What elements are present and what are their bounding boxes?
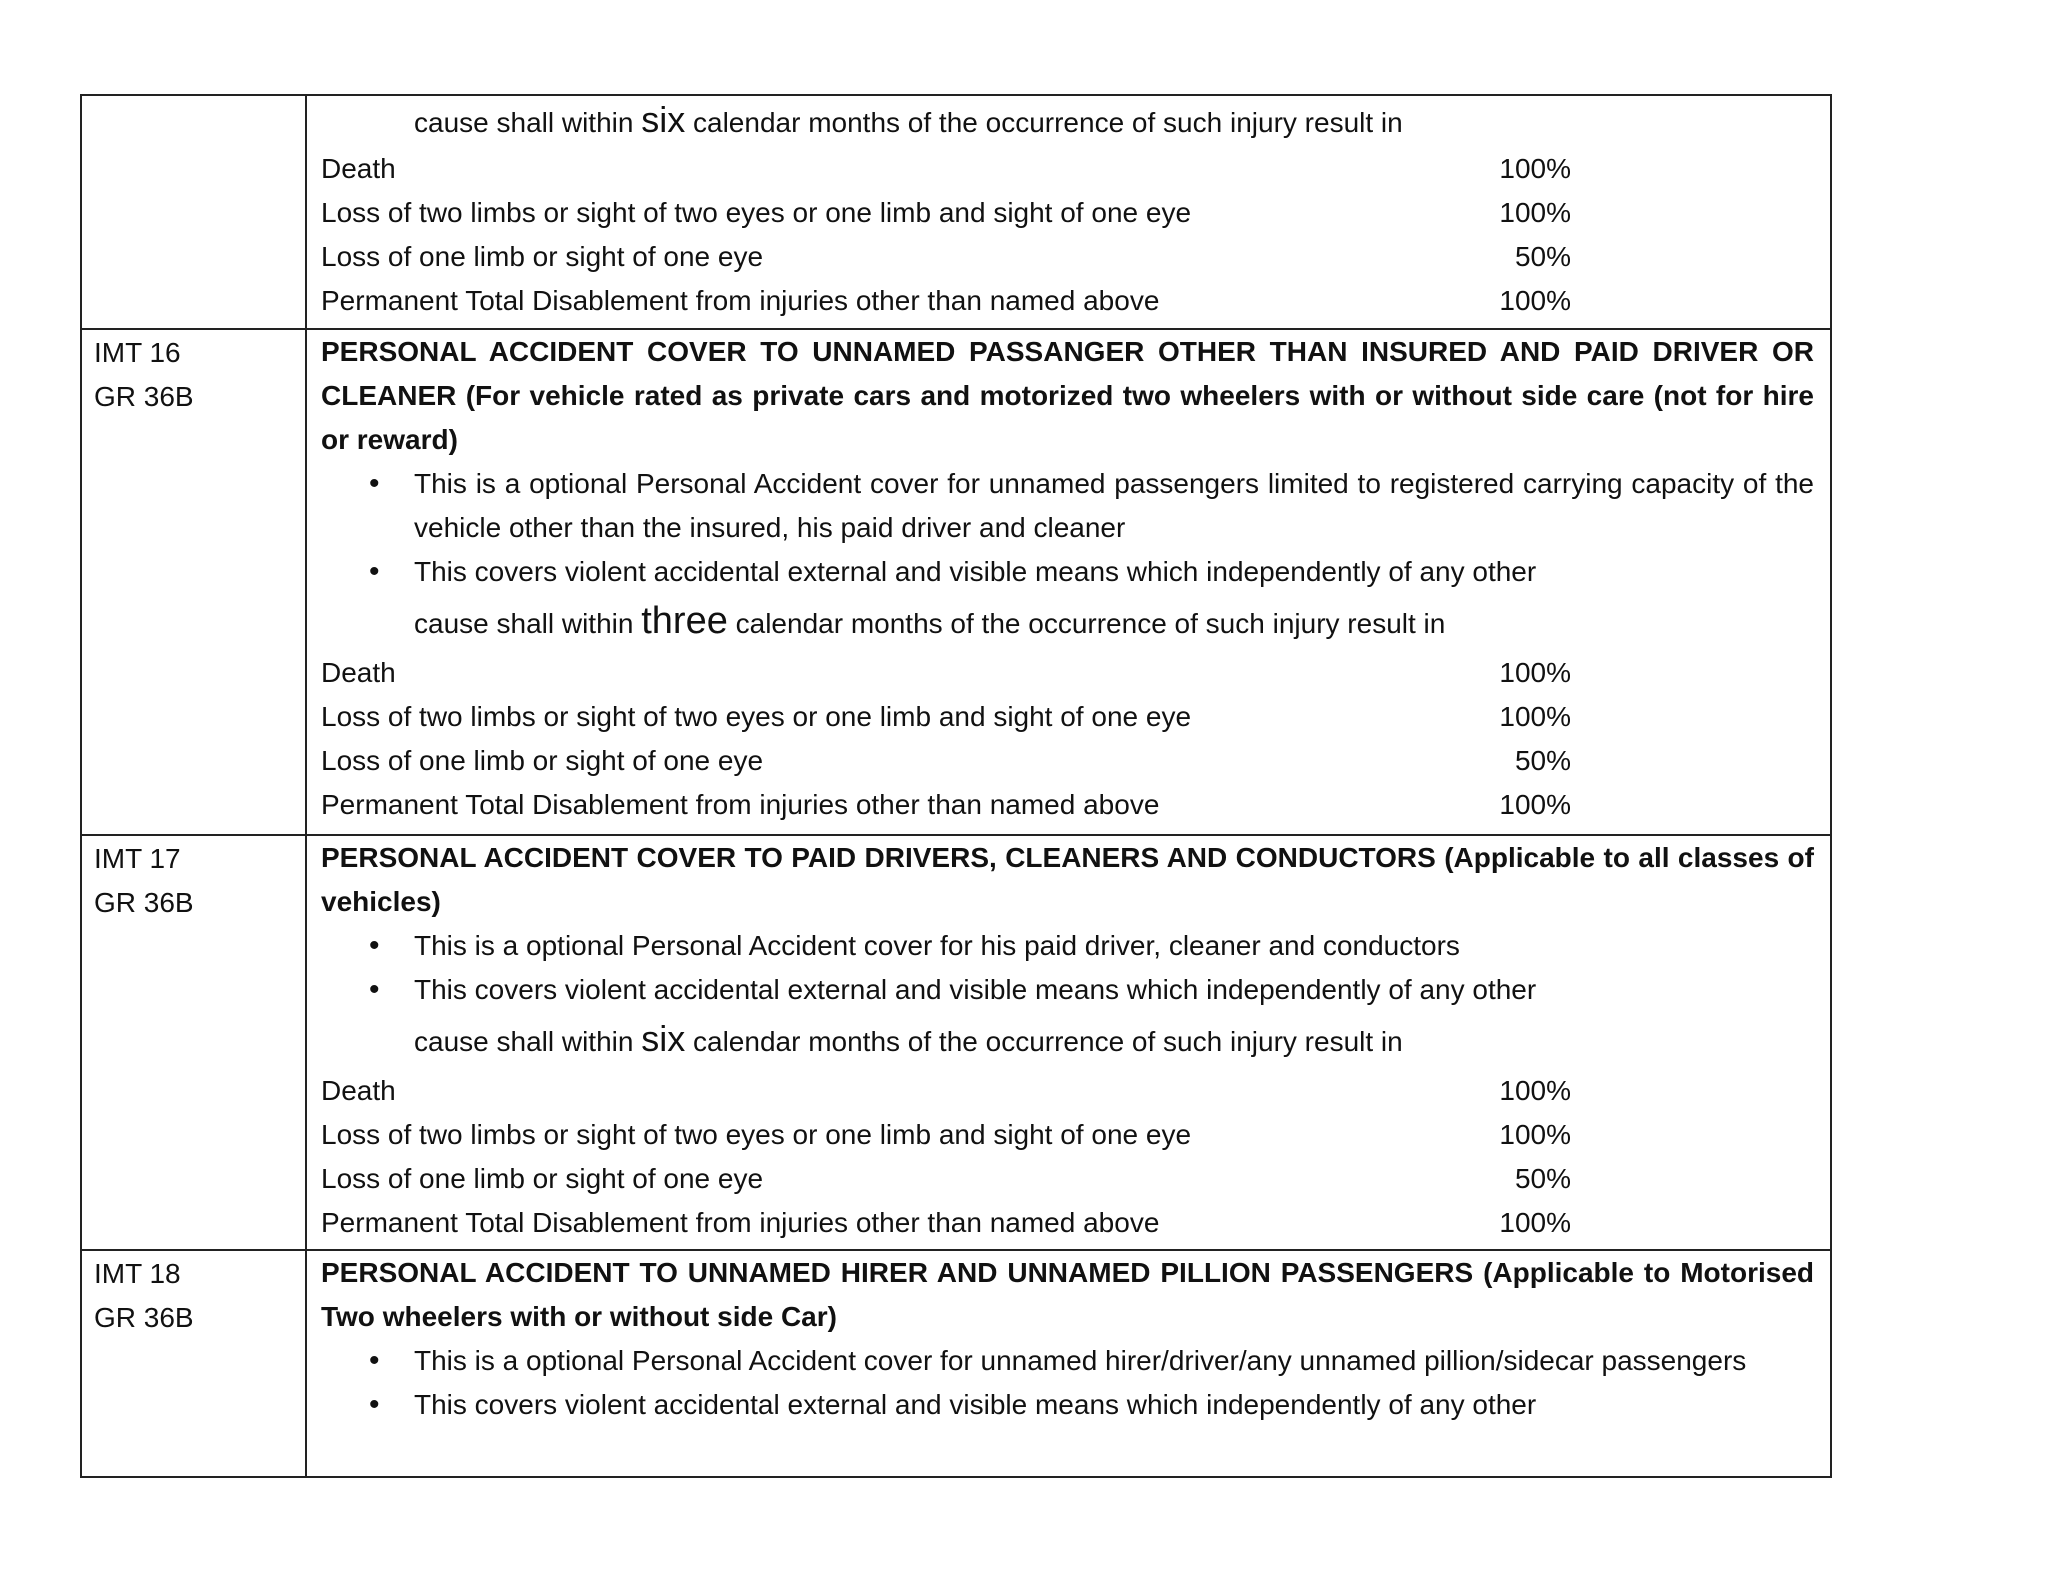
bullet-item: • This is a optional Personal Accident cover for unnamed hirer/driver/any unnamed pillion/sidecar passengers bbox=[321, 1339, 1814, 1383]
benefit-row bbox=[321, 1113, 1814, 1157]
benefit-percentage: 100% bbox=[1499, 1119, 1571, 1151]
benefit-percentage: 100% bbox=[1499, 788, 1571, 820]
benefit-percentage: 50% bbox=[1514, 744, 1571, 776]
benefit-label: Permanent Total Disablement from injuries other than named above bbox=[321, 285, 1160, 316]
imt-code: IMT 17 bbox=[94, 843, 181, 875]
injury-period-line bbox=[321, 594, 1814, 651]
benefit-row bbox=[321, 279, 1814, 323]
benefit-label: Loss of two limbs or sight of two eyes or one limb and sight of one eye bbox=[321, 700, 1192, 732]
bullet-item: • This is a optional Personal Accident cover for unnamed passengers limited to registered carrying capacity of the vehicle other than the insured, his paid driver and cleaner bbox=[321, 462, 1814, 550]
bullet-item: • This covers violent accidental external and visible means which independently of any other bbox=[321, 968, 1814, 1012]
benefit-percentage: 100% bbox=[1499, 656, 1571, 688]
description-cell bbox=[306, 95, 1831, 329]
period-text-before: cause shall within bbox=[414, 607, 642, 639]
benefit-row bbox=[321, 695, 1814, 739]
cover-heading: PERSONAL ACCIDENT TO UNNAMED HIRER AND UNNAMED PILLION PASSENGERS (Applicable to Motorised Two wheelers with or without side Car) bbox=[321, 1257, 1814, 1333]
bullet-list bbox=[321, 462, 1814, 594]
bullet-item: • This is a optional Personal Accident cover for his paid driver, cleaner and conductors bbox=[321, 924, 1814, 968]
benefit-percentage: 50% bbox=[1514, 1163, 1571, 1195]
benefit-percentage: 50% bbox=[1514, 241, 1571, 272]
gr-code: GR 36B bbox=[94, 887, 194, 919]
cover-heading: PERSONAL ACCIDENT COVER TO PAID DRIVERS, CLEANERS AND CONDUCTORS (Applicable to all classes of vehicles) bbox=[321, 842, 1814, 918]
benefit-row bbox=[321, 651, 1814, 695]
description-cell bbox=[306, 329, 1831, 836]
table-row bbox=[81, 329, 1831, 836]
bullet-item: • This covers violent accidental external and visible means which independently of any other bbox=[321, 550, 1814, 594]
benefit-label: Loss of one limb or sight of one eye bbox=[321, 241, 764, 272]
period-text-before: cause shall within bbox=[414, 1026, 642, 1058]
period-emphasis: six bbox=[641, 99, 686, 140]
benefit-label: Loss of one limb or sight of one eye bbox=[321, 1163, 764, 1195]
code-cell bbox=[81, 1250, 306, 1477]
benefit-row bbox=[321, 1201, 1814, 1245]
benefit-percentage: 100% bbox=[1499, 700, 1571, 732]
benefit-label: Permanent Total Disablement from injuries other than named above bbox=[321, 788, 1160, 820]
imt-code: IMT 16 bbox=[94, 336, 181, 368]
bullet-item: • This covers violent accidental external and visible means which independently of any other bbox=[321, 1383, 1814, 1427]
bullet-list bbox=[321, 924, 1814, 1012]
period-emphasis: three bbox=[641, 599, 728, 642]
benefit-row bbox=[321, 783, 1814, 827]
bullet-list bbox=[321, 1339, 1814, 1427]
injury-period-line bbox=[321, 96, 1814, 147]
benefit-label: Loss of two limbs or sight of two eyes or one limb and sight of one eye bbox=[321, 1119, 1192, 1151]
period-text-after: calendar months of the occurrence of such injury result in bbox=[685, 1026, 1403, 1058]
period-emphasis: six bbox=[641, 1018, 686, 1060]
imt-code: IMT 18 bbox=[94, 1258, 181, 1290]
code-cell bbox=[81, 95, 306, 329]
period-text-before: cause shall within bbox=[414, 107, 642, 138]
injury-period-line bbox=[321, 1012, 1814, 1069]
benefit-row bbox=[321, 1157, 1814, 1201]
benefit-row bbox=[321, 739, 1814, 783]
benefit-label: Death bbox=[321, 1075, 396, 1107]
description-cell bbox=[306, 1250, 1831, 1477]
benefit-row bbox=[321, 147, 1814, 191]
period-text-after: calendar months of the occurrence of such injury result in bbox=[727, 607, 1446, 639]
benefit-row bbox=[321, 235, 1814, 279]
benefit-label: Loss of one limb or sight of one eye bbox=[321, 744, 764, 776]
benefit-label: Death bbox=[321, 656, 396, 688]
description-cell bbox=[306, 835, 1831, 1250]
table-row bbox=[81, 95, 1831, 329]
benefit-row bbox=[321, 191, 1814, 235]
gr-code: GR 36B bbox=[94, 380, 194, 412]
period-text-after: calendar months of the occurrence of such injury result in bbox=[685, 107, 1403, 138]
benefit-label: Death bbox=[321, 153, 396, 184]
table-row bbox=[81, 835, 1831, 1250]
benefit-label: Permanent Total Disablement from injuries other than named above bbox=[321, 1207, 1160, 1239]
cover-table bbox=[80, 94, 1832, 1478]
benefit-percentage: 100% bbox=[1499, 285, 1571, 316]
benefit-percentage: 100% bbox=[1499, 197, 1571, 228]
benefit-percentage: 100% bbox=[1499, 1075, 1571, 1107]
benefit-label: Loss of two limbs or sight of two eyes or one limb and sight of one eye bbox=[321, 197, 1192, 228]
benefit-percentage: 100% bbox=[1499, 153, 1571, 184]
cover-heading: PERSONAL ACCIDENT COVER TO UNNAMED PASSANGER OTHER THAN INSURED AND PAID DRIVER OR CLEANER (For vehicle rated as private cars and motorized two wheelers with or without side care (not for hire or reward) bbox=[321, 335, 1814, 455]
code-cell bbox=[81, 329, 306, 836]
benefit-row bbox=[321, 1069, 1814, 1113]
table-row bbox=[81, 1250, 1831, 1477]
benefit-percentage: 100% bbox=[1499, 1207, 1571, 1239]
code-cell bbox=[81, 835, 306, 1250]
gr-code: GR 36B bbox=[94, 1302, 194, 1334]
